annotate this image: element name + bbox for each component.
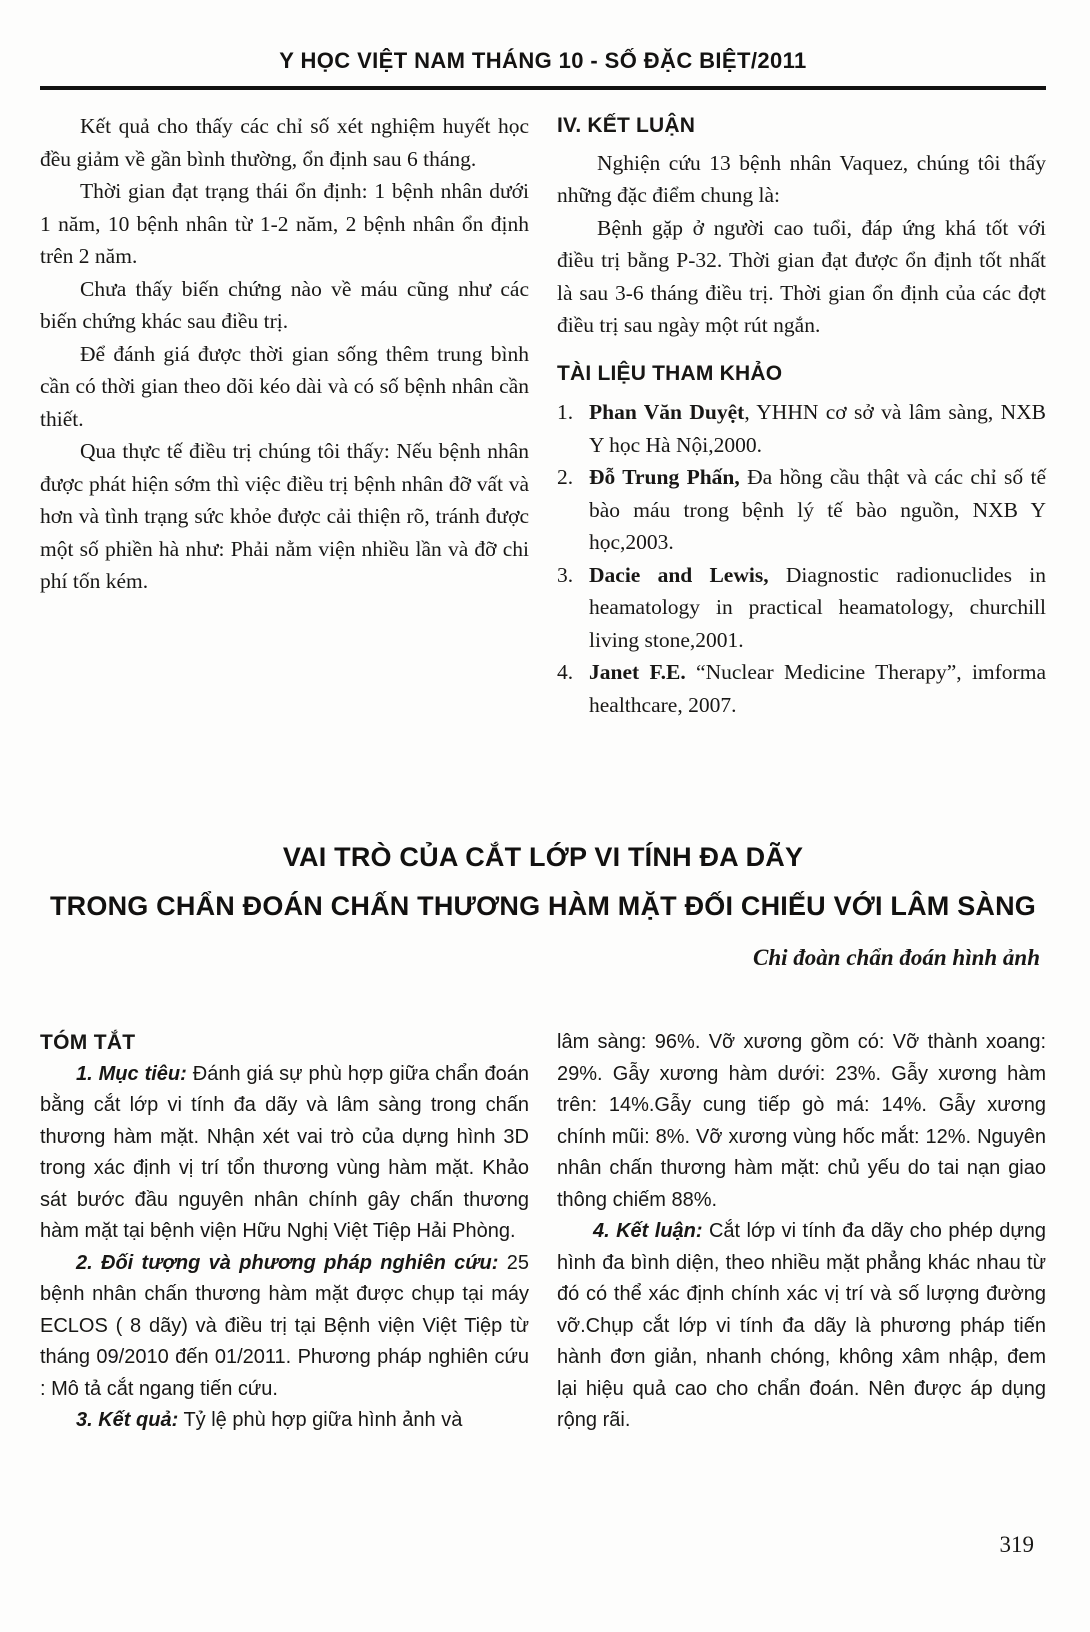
paragraph: Kết quả cho thấy các chỉ số xét nghiệm huyết học đều giảm về gần bình thường, ổn định sau 6 tháng. bbox=[40, 114, 529, 171]
reference-item bbox=[557, 396, 1046, 461]
paragraph: Để đánh giá được thời gian sống thêm trung bình cần có thời gian theo dõi kéo dài và có số bệnh nhân cần thiết. bbox=[40, 341, 529, 431]
paragraph: Chưa thấy biến chứng nào về máu cũng như các biến chứng khác sau điều trị. bbox=[40, 276, 529, 333]
paragraph: Thời gian đạt trạng thái ổn định: 1 bệnh nhân dưới 1 năm, 10 bệnh nhân từ 1-2 năm, 2 bệnh nhân ổn định trên 2 năm. bbox=[40, 179, 529, 268]
reference-item bbox=[557, 461, 1046, 559]
article1-left-column bbox=[40, 110, 529, 721]
abstract-heading: TÓM TẮT bbox=[40, 1031, 136, 1054]
header-rule bbox=[40, 86, 1046, 90]
reference-text: Đỗ Trung Phấn, Đa hồng cầu thật và các chỉ số tế bào máu trong bệnh lý tế bào nguồn, NXB Y học,2003. bbox=[589, 465, 1046, 554]
abstract-right-column bbox=[557, 1027, 1046, 1437]
paragraph: Nghiện cứu 13 bệnh nhân Vaquez, chúng tôi thấy những đặc điểm chung là: bbox=[557, 150, 1046, 207]
abstract-paragraph: lâm sàng: 96%. Vỡ xương gồm có: Vỡ thành xoang: 29%. Gẫy xương hàm dưới: 23%. Gẫy xương hàm trên: 14%.Gẫy cung tiếp gò má: 14%. Gẫy xương chính mũi: 8%. Vỡ xương vùng hốc mắt: 12%. Nguyên nhân chấn thương hàm mặt: chủ yếu do tai nạn giao thông chiếm 88%. bbox=[557, 1031, 1046, 1211]
references-heading: TÀI LIỆU THAM KHẢO bbox=[557, 361, 783, 385]
journal-header-title: Y HỌC VIỆT NAM THÁNG 10 - SỐ ĐẶC BIỆT/2011 bbox=[279, 48, 807, 73]
abstract-paragraph: 2. Đối tượng và phương pháp nghiên cứu: 25 bệnh nhân chấn thương hàm mặt được chụp tại máy ECLOS ( 8 dãy) và điều trị tại Bệnh viện Việt Tiệp từ tháng 09/2010 đến 01/2011. Phương pháp nghiên cứu : Mô tả cắt ngang tiến cứu. bbox=[40, 1251, 529, 1400]
abstract-paragraph: 1. Mục tiêu: Đánh giá sự phù hợp giữa chẩn đoán bằng cắt lớp vi tính đa dãy và lâm sàng trong chấn thương hàm mặt. Nhận xét vai trò của dựng hình 3D trong xác định vị trí tổn thương vùng hàm mặt. Khảo sát bước đầu nguyên nhân chính gây chấn thương hàm mặt tại bệnh viện Hữu Nghị Việt Tiệp Hải Phòng. bbox=[40, 1062, 530, 1242]
reference-item bbox=[557, 559, 1046, 657]
reference-text: Janet F.E. “Nuclear Medicine Therapy”, imforma healthcare, 2007. bbox=[589, 660, 1046, 717]
reference-text: Dacie and Lewis, Diagnostic radionuclides in heamatology in practical heamatology, churchill living stone,2001. bbox=[589, 562, 1046, 652]
paragraph: Qua thực tế điều trị chúng tôi thấy: Nếu bệnh nhân được phát hiện sớm thì việc điều trị bệnh nhân đỡ vất và hơn và tình trạng sức khỏe được cải thiện rõ, tránh được một số phiền hà như: Phải nằm viện nhiều lần và đỡ chi phí tốn kém. bbox=[40, 439, 529, 593]
reference-item bbox=[557, 656, 1046, 721]
article2-title bbox=[40, 833, 1046, 931]
reference-number: 2. bbox=[557, 465, 574, 489]
reference-number: 4. bbox=[557, 660, 574, 684]
article2-title-line1: VAI TRÒ CỦA CẮT LỚP VI TÍNH ĐA DÃY bbox=[282, 842, 804, 872]
article1-right-column bbox=[557, 110, 1046, 721]
page-number: 319 bbox=[999, 1532, 1034, 1557]
article2-abstract-columns bbox=[40, 1027, 1046, 1437]
article1-columns bbox=[40, 110, 1046, 721]
reference-number: 3. bbox=[557, 562, 574, 587]
reference-number: 1. bbox=[557, 400, 574, 424]
abstract-paragraph: 4. Kết luận: Cắt lớp vi tính đa dãy cho phép dựng hình đa bình diện, theo nhiều mặt phẳng khác nhau từ đó có thể xác định chính xác vị trí và số lượng đường vỡ.Chụp cắt lớp vi tính đa dãy là phương pháp tiến hành đơn giản, nhanh chóng, không xâm nhập, đem lại hiệu quả cao cho chẩn đoán. Nên được áp dụng rộng rãi. bbox=[557, 1220, 1047, 1431]
paragraph: Bệnh gặp ở người cao tuổi, đáp ứng khá tốt với điều trị bằng P-32. Thời gian đạt được ổn định tốt nhất là sau 3-6 tháng điều trị. Thời gian ổn định của các đợt điều trị sau ngày một rút ngắn. bbox=[557, 215, 1046, 337]
abstract-paragraph: 3. Kết quả: Tỷ lệ phù hợp giữa hình ảnh và bbox=[76, 1409, 463, 1431]
abstract-left-column bbox=[40, 1027, 529, 1437]
conclusion-heading: IV. KẾT LUẬN bbox=[557, 114, 696, 137]
article2-author: Chi đoàn chẩn đoán hình ảnh bbox=[753, 945, 1040, 970]
article2-title-line2: TRONG CHẨN ĐOÁN CHẤN THƯƠNG HÀM MẶT ĐỐI CHIẾU VỚI LÂM SÀNG bbox=[49, 891, 1037, 921]
reference-text: Phan Văn Duyệt, YHHN cơ sở và lâm sàng, NXB Y học Hà Nội,2000. bbox=[589, 400, 1046, 457]
